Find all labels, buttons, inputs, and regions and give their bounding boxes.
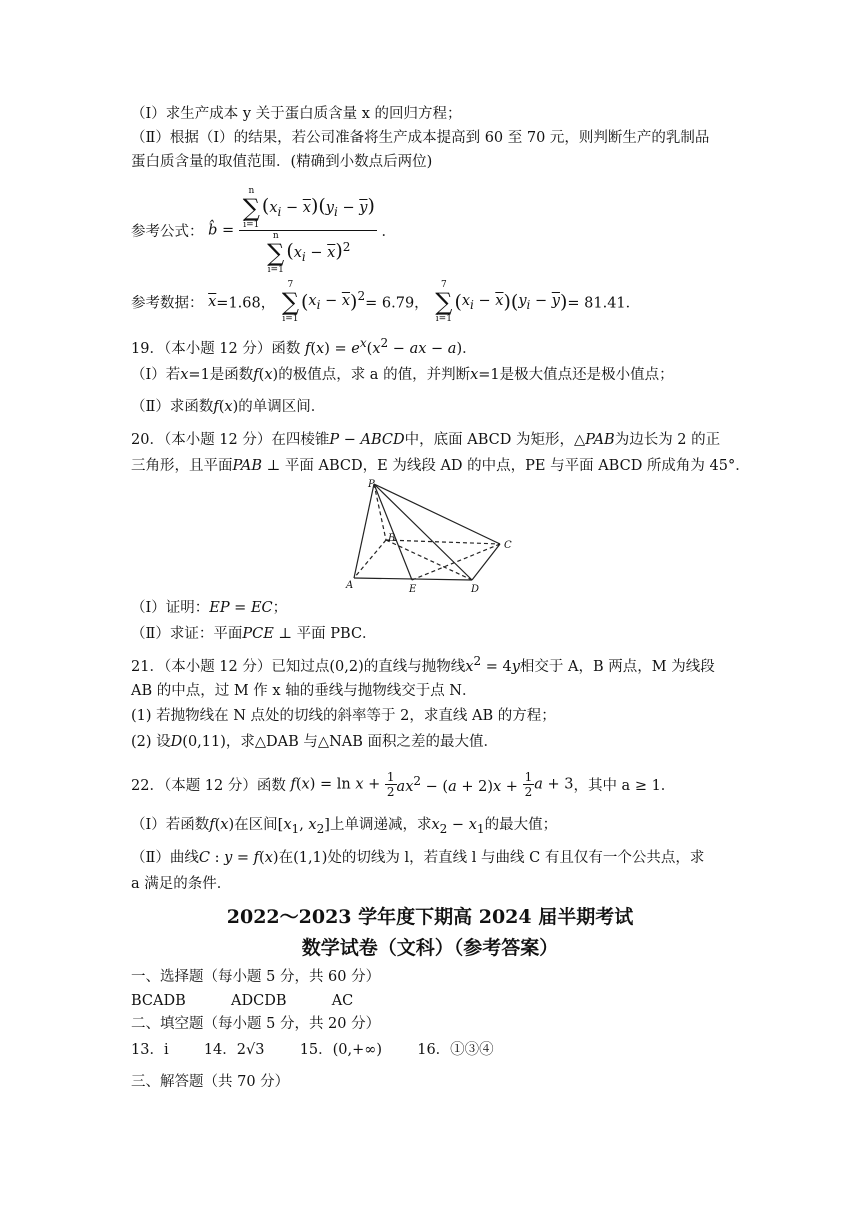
q22-p2b: 在 (278, 850, 294, 866)
q20-part2 (131, 624, 377, 644)
sxy-value: = 81.41． (567, 295, 641, 312)
q22-part2: （Ⅱ）曲线C : y = f(x)在(1,1)处的切线为 l，若直线 l 与曲线 C 有且仅有一个公共点，求 (131, 850, 705, 866)
q20-line2: 三角形，且平面PAB ⊥ 平面 ABCD，E 为线段 AD 的中点，PE 与平面 ABCD 所成角为 45°． (131, 458, 750, 474)
answer-title-1: 2022～2023 学年度下期高 2024 届半期考试 (226, 906, 634, 928)
q22-p1c: 上单调递减，求 (329, 817, 432, 833)
q22-part2-cont: a 满足的条件． (131, 876, 232, 892)
fill-14: 14．2√3 (203, 1042, 265, 1058)
q20-p2c: ⊥ 平面 PBC． (278, 626, 377, 642)
q21-line1c: 的直线与抛物线 (363, 658, 466, 675)
fill-16: 16．①③④ (417, 1042, 494, 1058)
q20-line1: 20．（本小题 12 分）在四棱锥P − ABCD中，底面 ABCD 为矩形，△PAB为边长为 2 的正 (131, 432, 721, 448)
q19-part1: （Ⅰ）若x=1是函数f(x)的极值点，求 a 的值，并判断x=1是极大值点还是极小值点； (131, 367, 674, 383)
q22-header: 22．（本题 12 分）函数 f(x) = ln x + $\frac{1}{2}$ $ax^2 - (a + 2)x$ + $\frac{1}{2}$ a + 3，其中 a ≥ 1． (131, 770, 676, 799)
q19-p1c: 的极值点，求 a 的值，并判断 (278, 367, 471, 383)
q20-line2a: 三角形，且平面 (131, 458, 233, 474)
section-fill: 二、填空题（每小题 5 分，共 20 分） (131, 1016, 381, 1032)
q18-data: 参考数据： $\overline{x}=1.68$， 7 ∑ i=1 $(x_i - \overline{x})^2= 6.79$， 7 ∑ i=1 $(x_i - \overline{x})(y_i - \overline{y})= 81.41$． (131, 280, 641, 324)
q18-part1: （Ⅰ）求生产成本 y 关于蛋白质含量 x 的回归方程； (131, 106, 462, 122)
q19-p2b: 的单调区间． (238, 399, 326, 415)
q20-p1a: （Ⅰ）证明： (131, 600, 210, 616)
q18-formula: 参考公式： b̂ = n ∑ i=1 $(x_i - \overline{x})(y_i - \overline{y})$ n ∑ i=1 $(x_i - \overline{x})^2$ ． (131, 186, 396, 275)
fill-13: 13．i (131, 1042, 169, 1058)
regression-formula: n ∑ i=1 $(x_i - \overline{x})(y_i - \overline{y})$ n ∑ i=1 $(x_i - \overline{x})^2$ (239, 186, 377, 275)
q20-p1b: EP = EC (209, 600, 273, 616)
q20-part1 (131, 598, 287, 618)
q22-part1: （Ⅰ）若函数f(x)在区间[$x_1$, $x_2$]上单调递减，求$x_2 - x_1$的最大值； (131, 817, 558, 836)
q22-p2a: （Ⅱ）曲线 (131, 850, 199, 866)
label-B: B (388, 533, 396, 544)
q21-line1a: 21．（本小题 12 分）已知过点 (131, 658, 330, 675)
q18-part2a: （Ⅱ）根据（Ⅰ）的结果，若公司准备将生产成本提高到 60 至 70 元，则判断生产的乳制品 (131, 130, 710, 146)
q19-p1b: 是函数 (209, 367, 254, 383)
q21-line1b: (0,2) (329, 658, 364, 675)
xbar-value: =1.68， (216, 295, 276, 312)
label-E: E (409, 584, 417, 595)
section-choice: 一、选择题（每小题 5 分，共 60 分） (131, 969, 381, 985)
q20-line2b: ⊥ 平面 ABCD，E 为线段 AD 的中点，PE 与平面 ABCD 所成角为 45°． (266, 458, 750, 474)
sxx-value: = 6.79， (365, 295, 429, 312)
section-solve: 三、解答题（共 70 分） (131, 1074, 290, 1090)
q21-p2a: (2) 设 (131, 734, 171, 750)
q21-line2: AB 的中点，过 M 作 x 轴的垂线与抛物线交于点 N． (131, 683, 477, 699)
q20-p1c: ； (272, 600, 288, 616)
answer-title-2: 数学试卷（文科）（参考答案） (301, 937, 559, 959)
q19-header-text: 19．（本小题 12 分）函数 (131, 340, 301, 357)
choice-answers (131, 991, 353, 1011)
q19-p1d: 是极大值点还是极小值点； (499, 367, 674, 383)
data-label: 参考数据： (131, 295, 204, 312)
q22-tail: ，其中 a ≥ 1． (573, 778, 676, 794)
q21-part2: (2) 设D(0,11)，求△DAB 与△NAB 面积之差的最大值． (131, 734, 498, 750)
choice-group-1: BCADB (131, 993, 186, 1009)
q19-p1a: （Ⅰ）若 (131, 367, 181, 383)
q22-p2c: 处的切线为 l，若直线 l 与曲线 C 有且仅有一个公共点，求 (327, 850, 705, 866)
q20-p2b: PCE (242, 626, 274, 642)
pyramid-diagram (340, 476, 520, 596)
choice-group-2: ADCDB (231, 993, 287, 1009)
q20-line1a: 20．（本小题 12 分）在四棱锥 (131, 432, 330, 448)
formula-label: 参考公式： (131, 224, 204, 240)
q22-p1a: （Ⅰ）若函数 (131, 817, 210, 833)
q21-part1: (1) 若抛物线在 N 点处的切线的斜率等于 2，求直线 AB 的方程； (131, 708, 556, 724)
q22-p1d: 的最大值； (484, 817, 558, 833)
q21-p2b: ，求△DAB 与△NAB 面积之差的最大值． (225, 734, 498, 750)
label-D: D (471, 584, 480, 595)
label-P: P (368, 479, 375, 490)
q19-p2a: （Ⅱ）求函数 (131, 399, 214, 415)
fill-15: 15．(0,+∞) (299, 1042, 383, 1058)
choice-group-3: AC (331, 993, 354, 1009)
q20-line1b: 中，底面 ABCD 为矩形， (404, 432, 574, 448)
q21-line1d: 相交于 A，B 两点，M 为线段 (519, 658, 715, 675)
q22-p1b: 在区间 (234, 817, 278, 833)
q22-header-text: 22．（本题 12 分）函数 (131, 778, 286, 794)
q19-header: 19．（本小题 12 分）函数 $f(x) = e^x(x^2$ − ax − a)． (131, 336, 477, 357)
q19-part2: （Ⅱ）求函数f(x)的单调区间． (131, 399, 326, 415)
q20-line1c: 为边长为 2 的正 (614, 432, 721, 448)
label-C: C (504, 540, 512, 551)
q20-p2a: （Ⅱ）求证：平面 (131, 626, 243, 642)
q21-line1: 21．（本小题 12 分）已知过点(0,2)的直线与抛物线$x^2 = 4y$相交于 A，B 两点，M 为线段 (131, 654, 715, 675)
label-A: A (346, 580, 354, 591)
q18-part2b: 蛋白质含量的取值范围．(精确到小数点后两位) (131, 154, 433, 170)
fill-answers (131, 1040, 494, 1060)
